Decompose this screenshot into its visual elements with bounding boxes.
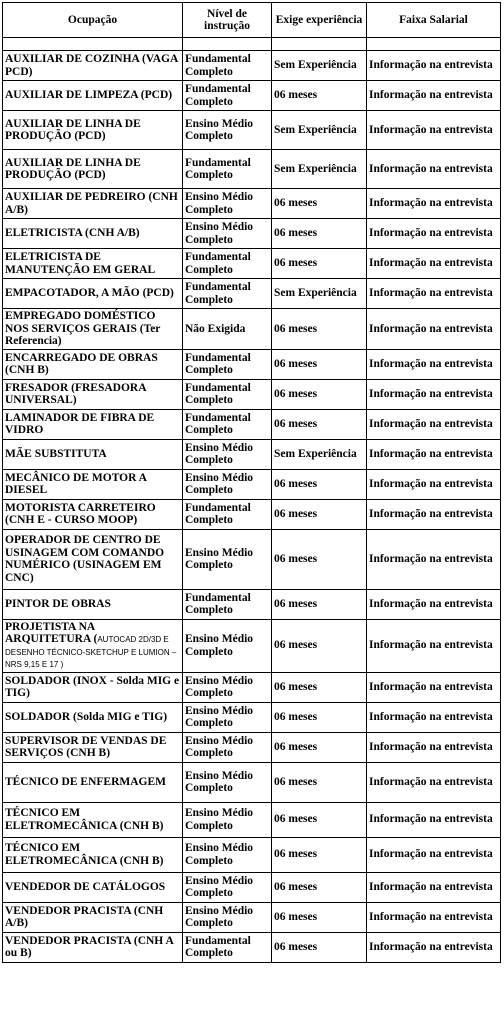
cell-exige-experiencia: 06 meses (272, 872, 367, 902)
cell-faixa-salarial: Informação na entrevista (367, 837, 501, 872)
cell-exige-experiencia: 06 meses (272, 802, 367, 837)
cell-faixa-salarial: Informação na entrevista (367, 349, 501, 379)
table-row (3, 529, 501, 589)
cell-faixa-salarial: Informação na entrevista (367, 81, 501, 111)
cell-nivel-instrucao: Ensino Médio Completo (183, 702, 272, 732)
cell-ocupacao: VENDEDOR DE CATÁLOGOS (3, 872, 183, 902)
cell-nivel-instrucao: Ensino Médio Completo (183, 732, 272, 762)
header-exige-experiencia: Exige experiência (272, 3, 367, 38)
cell-ocupacao: TÉCNICO EM ELETROMECÂNICA (CNH B) (3, 802, 183, 837)
cell-faixa-salarial: Informação na entrevista (367, 732, 501, 762)
empty-spacer-row (3, 38, 501, 51)
cell-faixa-salarial: Informação na entrevista (367, 902, 501, 932)
cell-faixa-salarial: Informação na entrevista (367, 111, 501, 150)
cell-nivel-instrucao: Ensino Médio Completo (183, 469, 272, 499)
cell-exige-experiencia: Sem Experiência (272, 51, 367, 81)
cell-nivel-instrucao: Ensino Médio Completo (183, 672, 272, 702)
cell-nivel-instrucao: Ensino Médio Completo (183, 762, 272, 802)
cell-exige-experiencia: 06 meses (272, 499, 367, 529)
cell-nivel-instrucao: Ensino Médio Completo (183, 439, 272, 469)
ocupacao-text: PROJETISTA NA ARQUITETURA ( (5, 620, 98, 645)
cell-ocupacao: MÃE SUBSTITUTA (3, 439, 183, 469)
cell-faixa-salarial: Informação na entrevista (367, 249, 501, 279)
cell-exige-experiencia: Sem Experiência (272, 439, 367, 469)
table-row (3, 589, 501, 619)
table-row (3, 837, 501, 872)
spacer-cell (367, 38, 501, 51)
cell-ocupacao: ELETRICISTA DE MANUTENÇÃO EM GERAL (3, 249, 183, 279)
cell-faixa-salarial: Informação na entrevista (367, 409, 501, 439)
cell-nivel-instrucao: Não Exigida (183, 309, 272, 350)
cell-ocupacao: AUXILIAR DE LINHA DE PRODUÇÃO (PCD) (3, 150, 183, 189)
cell-ocupacao: EMPACOTADOR, A MÃO (PCD) (3, 279, 183, 309)
cell-exige-experiencia: 06 meses (272, 349, 367, 379)
cell-faixa-salarial: Informação na entrevista (367, 702, 501, 732)
table-row (3, 762, 501, 802)
cell-nivel-instrucao: Ensino Médio Completo (183, 802, 272, 837)
cell-exige-experiencia: 06 meses (272, 732, 367, 762)
cell-nivel-instrucao: Fundamental Completo (183, 279, 272, 309)
cell-nivel-instrucao: Fundamental Completo (183, 150, 272, 189)
cell-ocupacao: AUXILIAR DE LIMPEZA (PCD) (3, 81, 183, 111)
cell-ocupacao: VENDEDOR PRACISTA (CNH A/B) (3, 902, 183, 932)
cell-exige-experiencia: 06 meses (272, 81, 367, 111)
cell-faixa-salarial: Informação na entrevista (367, 932, 501, 962)
cell-faixa-salarial: Informação na entrevista (367, 219, 501, 249)
table-row (3, 619, 501, 672)
cell-exige-experiencia: 06 meses (272, 379, 367, 409)
header-nivel-instrucao: Nível de instrução (183, 3, 272, 38)
cell-exige-experiencia: 06 meses (272, 672, 367, 702)
cell-ocupacao: AUXILIAR DE LINHA DE PRODUÇÃO (PCD) (3, 111, 183, 150)
table-row (3, 111, 501, 150)
table-row (3, 439, 501, 469)
cell-ocupacao: MOTORISTA CARRETEIRO (CNH E - CURSO MOOP) (3, 499, 183, 529)
cell-exige-experiencia: 06 meses (272, 902, 367, 932)
cell-exige-experiencia: 06 meses (272, 589, 367, 619)
cell-exige-experiencia: 06 meses (272, 249, 367, 279)
cell-nivel-instrucao: Fundamental Completo (183, 81, 272, 111)
spacer-cell (272, 38, 367, 51)
table-row (3, 702, 501, 732)
cell-faixa-salarial: Informação na entrevista (367, 439, 501, 469)
cell-faixa-salarial: Informação na entrevista (367, 150, 501, 189)
cell-ocupacao: LAMINADOR DE FIBRA DE VIDRO (3, 409, 183, 439)
cell-ocupacao: ENCARREGADO DE OBRAS (CNH B) (3, 349, 183, 379)
cell-nivel-instrucao: Fundamental Completo (183, 249, 272, 279)
table-row (3, 379, 501, 409)
cell-faixa-salarial: Informação na entrevista (367, 619, 501, 672)
cell-ocupacao: OPERADOR DE CENTRO DE USINAGEM COM COMANDO NUMÉRICO (USINAGEM EM CNC) (3, 529, 183, 589)
table-row (3, 732, 501, 762)
cell-nivel-instrucao: Fundamental Completo (183, 379, 272, 409)
table-row (3, 409, 501, 439)
cell-exige-experiencia: Sem Experiência (272, 150, 367, 189)
table-row (3, 309, 501, 350)
cell-exige-experiencia: Sem Experiência (272, 279, 367, 309)
cell-faixa-salarial: Informação na entrevista (367, 802, 501, 837)
cell-faixa-salarial: Informação na entrevista (367, 309, 501, 350)
cell-exige-experiencia: 06 meses (272, 219, 367, 249)
table-row (3, 249, 501, 279)
cell-nivel-instrucao: Ensino Médio Completo (183, 872, 272, 902)
header-faixa-salarial: Faixa Salarial (367, 3, 501, 38)
cell-nivel-instrucao: Ensino Médio Completo (183, 529, 272, 589)
cell-faixa-salarial: Informação na entrevista (367, 672, 501, 702)
table-row (3, 469, 501, 499)
cell-exige-experiencia: 06 meses (272, 619, 367, 672)
cell-ocupacao: SOLDADOR (Solda MIG e TIG) (3, 702, 183, 732)
table-row (3, 279, 501, 309)
spacer-cell (183, 38, 272, 51)
cell-exige-experiencia: 06 meses (272, 932, 367, 962)
table-row (3, 51, 501, 81)
table-row (3, 81, 501, 111)
cell-nivel-instrucao: Ensino Médio Completo (183, 219, 272, 249)
cell-ocupacao: SUPERVISOR DE VENDAS DE SERVIÇOS (CNH B) (3, 732, 183, 762)
spacer-cell (3, 38, 183, 51)
job-vacancies-table (2, 2, 501, 963)
table-row (3, 672, 501, 702)
cell-exige-experiencia: 06 meses (272, 189, 367, 219)
cell-faixa-salarial: Informação na entrevista (367, 872, 501, 902)
table-row (3, 499, 501, 529)
cell-exige-experiencia: 06 meses (272, 762, 367, 802)
cell-faixa-salarial: Informação na entrevista (367, 51, 501, 81)
cell-ocupacao: FRESADOR (FRESADORA UNIVERSAL) (3, 379, 183, 409)
cell-ocupacao: EMPREGADO DOMÉSTICO NOS SERVIÇOS GERAIS (Ter Referencia) (3, 309, 183, 350)
cell-nivel-instrucao: Fundamental Completo (183, 499, 272, 529)
cell-nivel-instrucao: Fundamental Completo (183, 409, 272, 439)
cell-faixa-salarial: Informação na entrevista (367, 379, 501, 409)
cell-ocupacao (3, 619, 183, 672)
cell-exige-experiencia: 06 meses (272, 469, 367, 499)
cell-faixa-salarial: Informação na entrevista (367, 469, 501, 499)
cell-exige-experiencia: 06 meses (272, 529, 367, 589)
cell-nivel-instrucao: Fundamental Completo (183, 589, 272, 619)
cell-nivel-instrucao: Fundamental Completo (183, 51, 272, 81)
cell-nivel-instrucao: Ensino Médio Completo (183, 111, 272, 150)
table-row (3, 872, 501, 902)
cell-exige-experiencia: Sem Experiência (272, 111, 367, 150)
cell-ocupacao: AUXILIAR DE PEDREIRO (CNH A/B) (3, 189, 183, 219)
table-row (3, 932, 501, 962)
cell-ocupacao: SOLDADOR (INOX - Solda MIG e TIG) (3, 672, 183, 702)
cell-nivel-instrucao: Fundamental Completo (183, 932, 272, 962)
table-row (3, 349, 501, 379)
header-ocupacao: Ocupação (3, 3, 183, 38)
cell-nivel-instrucao: Ensino Médio Completo (183, 619, 272, 672)
table-row (3, 802, 501, 837)
cell-ocupacao: VENDEDOR PRACISTA (CNH A ou B) (3, 932, 183, 962)
cell-nivel-instrucao: Fundamental Completo (183, 349, 272, 379)
table-header-row (3, 3, 501, 38)
cell-faixa-salarial: Informação na entrevista (367, 529, 501, 589)
cell-exige-experiencia: 06 meses (272, 837, 367, 872)
cell-ocupacao: ELETRICISTA (CNH A/B) (3, 219, 183, 249)
cell-ocupacao: TÉCNICO DE ENFERMAGEM (3, 762, 183, 802)
cell-faixa-salarial: Informação na entrevista (367, 279, 501, 309)
cell-faixa-salarial: Informação na entrevista (367, 189, 501, 219)
cell-faixa-salarial: Informação na entrevista (367, 762, 501, 802)
cell-exige-experiencia: 06 meses (272, 409, 367, 439)
cell-faixa-salarial: Informação na entrevista (367, 499, 501, 529)
table-row (3, 902, 501, 932)
cell-nivel-instrucao: Ensino Médio Completo (183, 902, 272, 932)
cell-faixa-salarial: Informação na entrevista (367, 589, 501, 619)
table-row (3, 189, 501, 219)
cell-nivel-instrucao: Ensino Médio Completo (183, 189, 272, 219)
table-row (3, 219, 501, 249)
table-row (3, 150, 501, 189)
cell-ocupacao: MECÂNICO DE MOTOR A DIESEL (3, 469, 183, 499)
cell-exige-experiencia: 06 meses (272, 309, 367, 350)
cell-nivel-instrucao: Ensino Médio Completo (183, 837, 272, 872)
cell-ocupacao: AUXILIAR DE COZINHA (VAGA PCD) (3, 51, 183, 81)
cell-ocupacao: TÉCNICO EM ELETROMECÂNICA (CNH B) (3, 837, 183, 872)
cell-ocupacao: PINTOR DE OBRAS (3, 589, 183, 619)
ocupacao-note: AUTOCAD 2D/3D E DESENHO TÉCNICO-SKETCHUP E LUMION – NRS 9,15 E 17 ) (5, 635, 177, 669)
cell-exige-experiencia: 06 meses (272, 702, 367, 732)
